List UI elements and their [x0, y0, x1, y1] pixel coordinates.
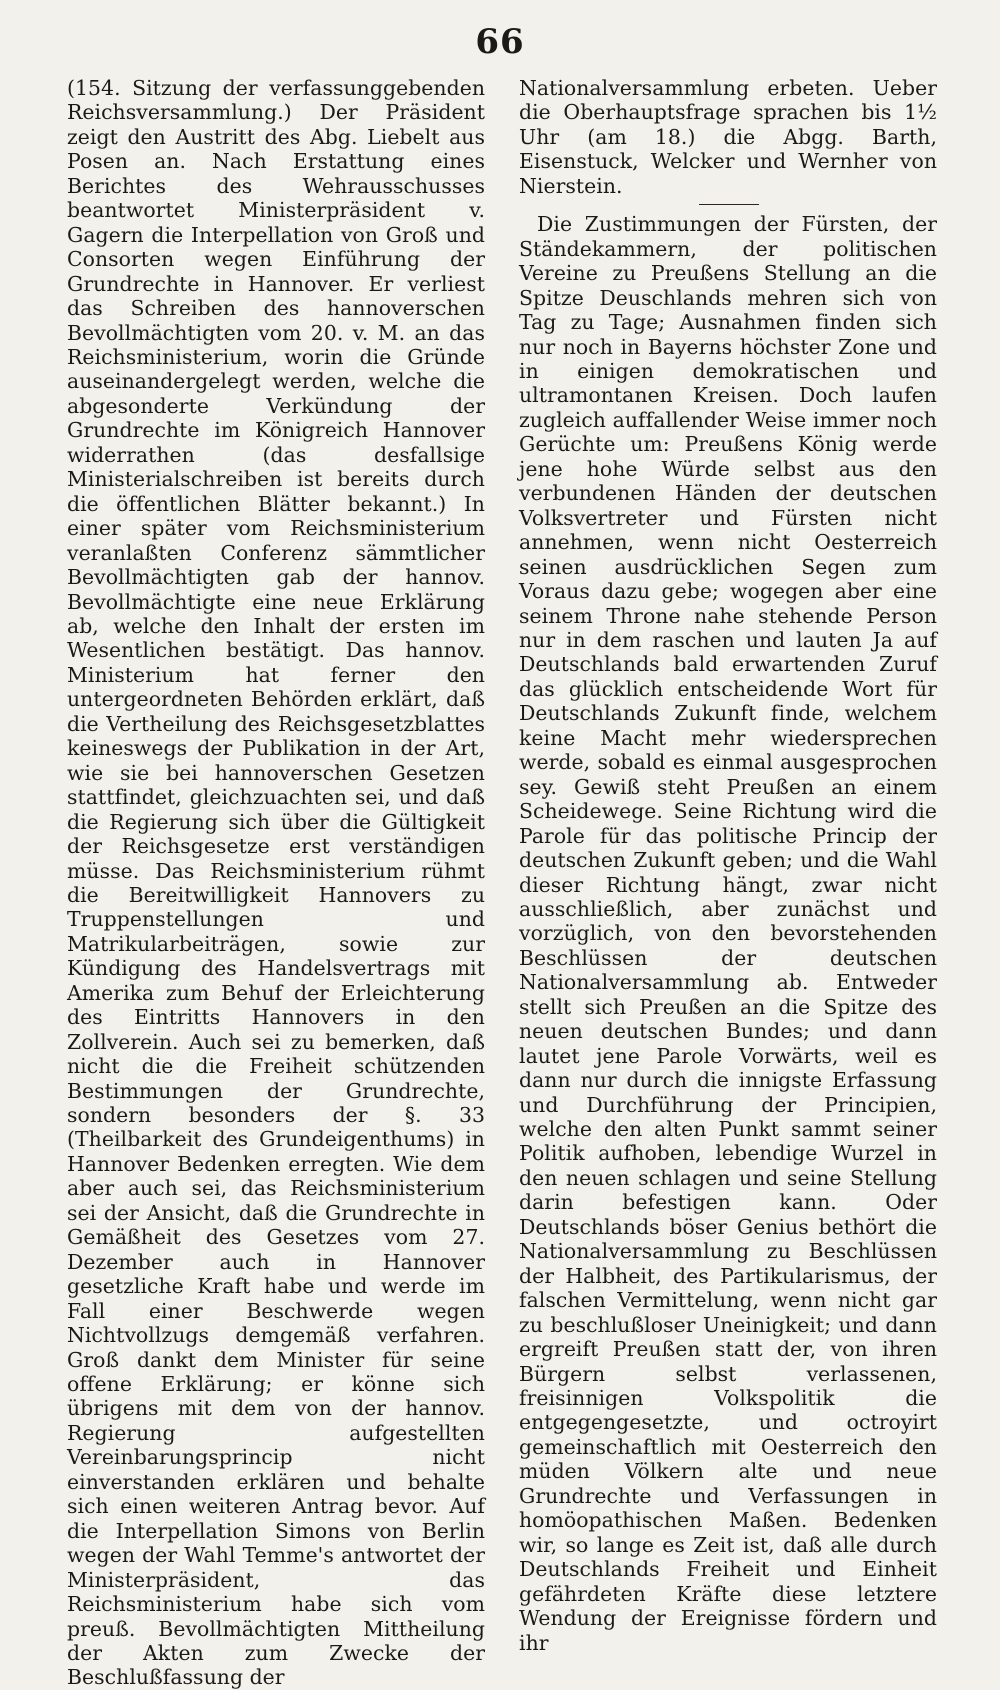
right-column-paragraph-2: Die Zustimmungen der Fürsten, der Ständekammern, der politischen Vereine zu Preußens Stellung an die Spitze Deuschlands mehren sich von Tag zu Tage; Ausnahmen finden sich nur noch in Bayerns höchster Zone und in einigen demokratischen und ultramontanen Kreisen. Doch laufen zugleich auffallender Weise immer noch Gerüchte um: Preußens König werde jene hohe Würde selbst aus den verbundenen Händen der deutschen Volksvertreter und Fürsten nicht annehmen, wenn nicht Oesterreich seinen ausdrücklichen Segen zum Voraus dazu gebe; wogegen aber eine seinem Throne nahe stehende Person nur in dem raschen und lauten Ja auf Deutschlands bald erwartenden Zuruf das glücklich entscheidende Wort für Deutschlands Zukunft finde, welchem keine Macht mehr wiedersprechen werde, sobald es einmal ausgesprochen sey. Gewiß steht Preußen an einem Scheidewege. Seine Richtung wird die Parole für das politische Princip der deutschen Zukunft geben; und die Wahl dieser Richtung hängt, zwar nicht ausschließlich, aber zunächst und vorzüglich, von den bevorstehenden Beschlüssen der deutschen Nationalversammlung ab. Entweder stellt sich Preußen an die Spitze des neuen deutschen Bundes; und dann lautet jene Parole Vorwärts, weil es dann nur durch die innigste Erfassung und Durchführung der Principien, welche den alten Punkt sammt seiner Politik aufhoben, lebendige Wurzel in den neuen schlagen und seine Stellung darin befestigen kann. Oder Deutschlands böser Genius bethört die Nationalversammlung zu Beschlüssen der Halbheit, des Partikularismus, der falschen Vermittelung, wenn nicht gar zu beschlußloser Uneinigkeit; und dann ergreift Preußen statt der, von ihren Bürgern selbst verlassenen, freisinnigen Volkspolitik die entgegengesetzte, und octroyirt gemeinschaftlich mit Oesterreich den müden Völkern alte und neue Grundrechte und Verfassungen in homöopathischen Maßen. Bedenken wir, so lange es Zeit ist, daß alle durch Deutschlands Freiheit und Einheit gefährdeten Kräfte diese letztere Wendung der Ereignisse fördern und ihr [519, 212, 937, 1655]
right-column [519, 76, 937, 1655]
left-column [67, 76, 485, 1690]
page-number: 66 [475, 22, 525, 62]
left-column-paragraph: (154. Sitzung der verfassunggebenden Reichsversammlung.) Der Präsident zeigt den Austritt des Abg. Liebelt aus Posen an. Nach Erstattung eines Berichtes des Wehrausschusses beantwortet Ministerpräsident v. Gagern die Interpellation von Groß und Consorten wegen Einführung der Grundrechte in Hannover. Er verliest das Schreiben des hannoverschen Bevollmächtigten vom 20. v. M. an das Reichsministerium, worin die Gründe auseinandergelegt werden, welche die abgesonderte Verkündung der Grundrechte im Königreich Hannover widerrathen (das desfallsige Ministerialschreiben ist bereits durch die öffentlichen Blätter bekannt.) In einer später vom Reichsministerium veranlaßten Conferenz sämmtlicher Bevollmächtigten gab der hannov. Bevollmächtigte eine neue Erklärung ab, welche den Inhalt der ersten im Wesentlichen bestätigt. Das hannov. Ministerium hat ferner den untergeordneten Behörden erklärt, daß die Vertheilung des Reichsgesetzblattes keineswegs der Publikation in der Art, wie sie bei hannoverschen Gesetzen stattfindet, gleichzuachten sei, und daß die Regierung sich über die Gültigkeit der Reichsgesetze erst verständigen müsse. Das Reichsministerium rühmt die Bereitwilligkeit Hannovers zu Truppenstellungen und Matrikularbeiträgen, sowie zur Kündigung des Handelsvertrags mit Amerika zum Behuf der Erleichterung des Eintritts Hannovers in den Zollverein. Auch sei zu bemerken, daß nicht die die Freiheit schützenden Bestimmungen der Grundrechte, sondern besonders der §. 33 (Theilbarkeit des Grundeigenthums) in Hannover Bedenken erregten. Wie dem aber auch sei, das Reichsministerium sei der Ansicht, daß die Grundrechte in Gemäßheit des Gesetzes vom 27. Dezember auch in Hannover gesetzliche Kraft habe und werde im Fall einer Beschwerde wegen Nichtvollzugs demgemäß verfahren. Groß dankt dem Minister für seine offene Erklärung; er könne sich übrigens mit dem von der hannov. Regierung aufgestellten Vereinbarungsprincip nicht einverstanden erklären und behalte sich einen weiteren Antrag bevor. Auf die Interpellation Simons von Berlin wegen der Wahl Temme's antwortet der Ministerpräsident, das Reichsministerium habe sich vom preuß. Bevollmächtigten Mittheilung der Akten zum Zwecke der Beschlußfassung der [67, 76, 485, 1690]
section-divider [519, 198, 937, 212]
right-column-paragraph-1: Nationalversammlung erbeten. Ueber die Oberhauptsfrage sprachen bis 1½ Uhr (am 18.) die Abgg. Barth, Eisenstuck, Welcker und Wernher von Nierstein. [519, 76, 937, 198]
